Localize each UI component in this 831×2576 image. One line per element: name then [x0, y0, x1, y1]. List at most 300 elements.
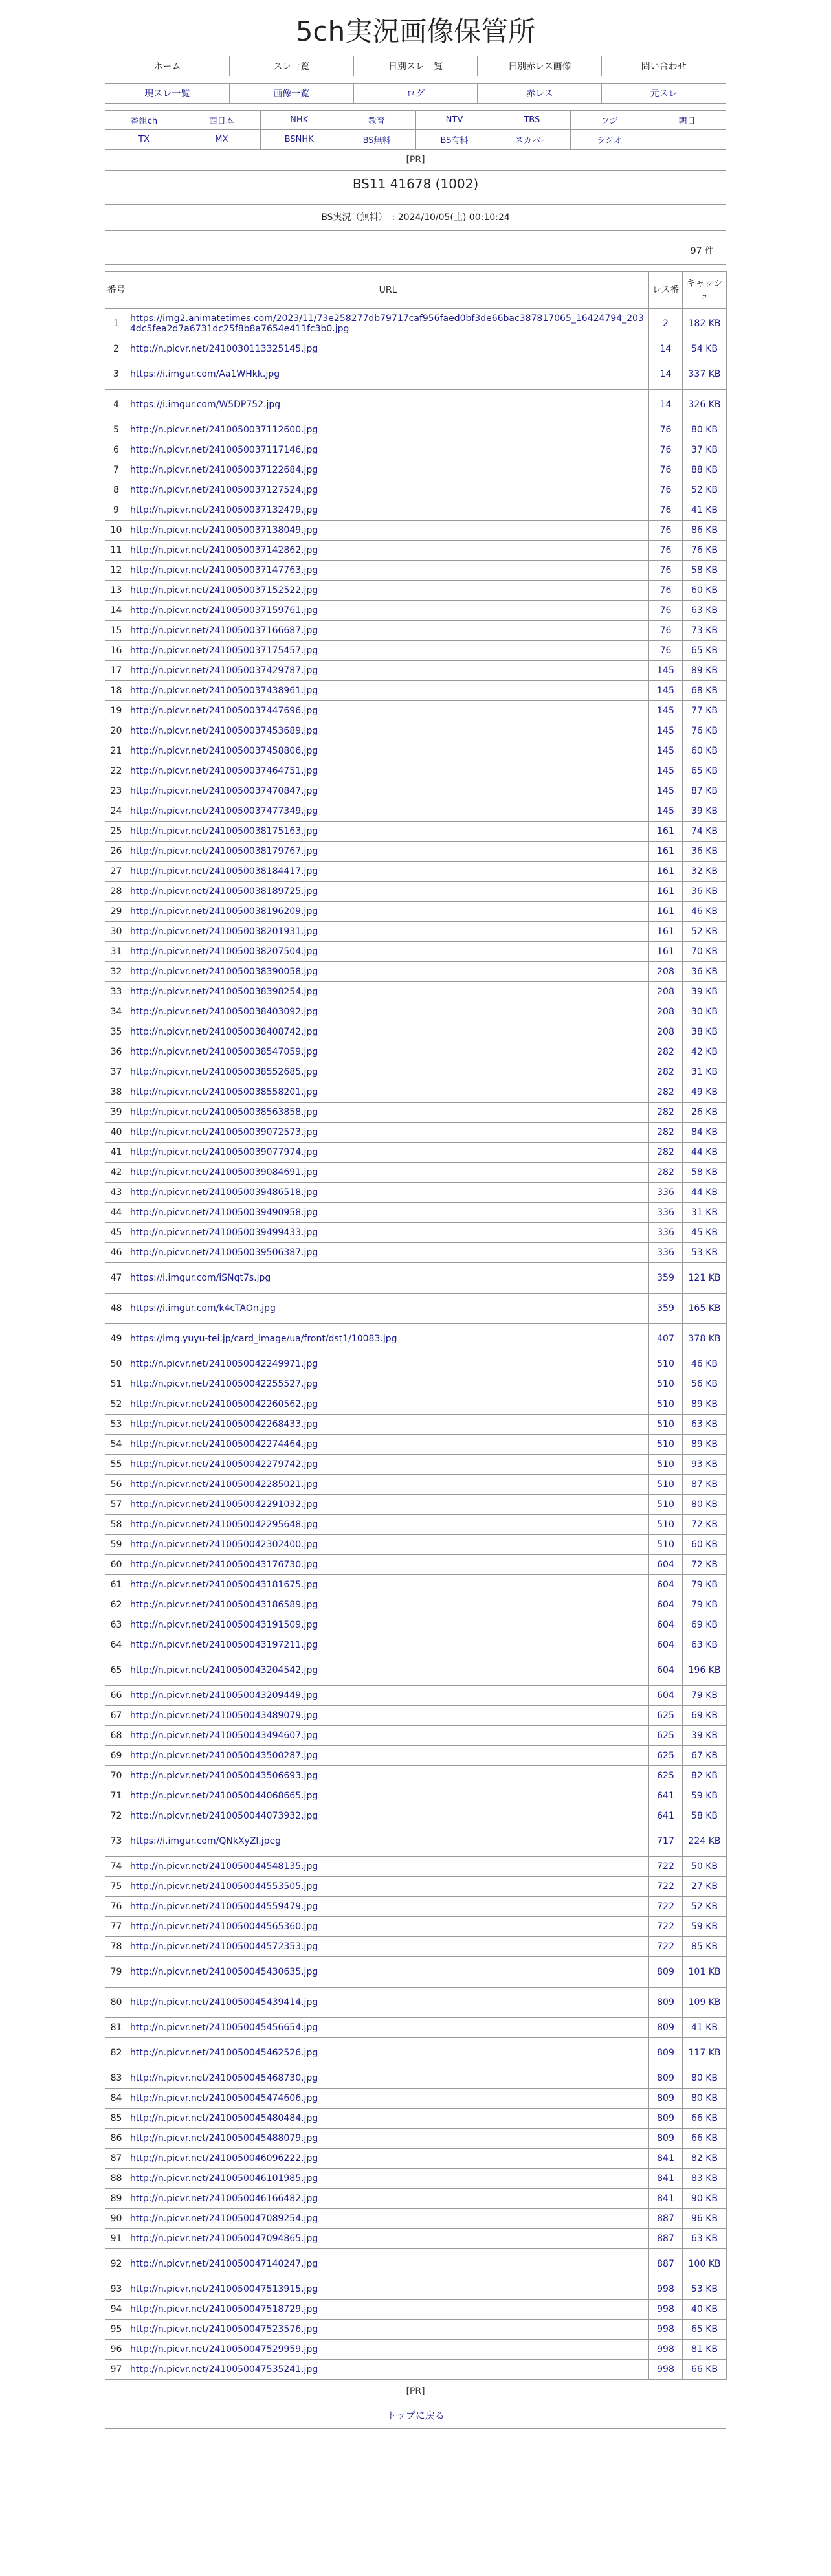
- image-url-link[interactable]: http://n.picvr.net/2410050037458806.jpg: [130, 746, 318, 756]
- image-url-link[interactable]: http://n.picvr.net/2410050043506693.jpg: [130, 1771, 318, 1781]
- res-number-link[interactable]: 76: [649, 601, 683, 621]
- res-number-link[interactable]: 336: [649, 1223, 683, 1243]
- cache-size-link[interactable]: 66 KB: [683, 2129, 727, 2149]
- cache-size-link[interactable]: 101 KB: [683, 1957, 727, 1988]
- res-number-link[interactable]: 76: [649, 440, 683, 460]
- res-number-link[interactable]: 359: [649, 1294, 683, 1324]
- cache-size-link[interactable]: 79 KB: [683, 1595, 727, 1615]
- cache-size-link[interactable]: 30 KB: [683, 1002, 727, 1022]
- cache-size-link[interactable]: 77 KB: [683, 701, 727, 721]
- image-url-link[interactable]: http://n.picvr.net/2410050039490958.jpg: [130, 1207, 318, 1218]
- image-url-link[interactable]: http://n.picvr.net/2410050045456654.jpg: [130, 2022, 318, 2033]
- cache-size-link[interactable]: 378 KB: [683, 1324, 727, 1354]
- cache-size-link[interactable]: 58 KB: [683, 1806, 727, 1826]
- res-number-link[interactable]: 510: [649, 1455, 683, 1475]
- nav-log[interactable]: ログ: [353, 84, 478, 104]
- cache-size-link[interactable]: 82 KB: [683, 2149, 727, 2169]
- back-to-top-link[interactable]: トップに戻る: [105, 2402, 726, 2429]
- res-number-link[interactable]: 998: [649, 2360, 683, 2380]
- cache-size-link[interactable]: 31 KB: [683, 1203, 727, 1223]
- cache-size-link[interactable]: 65 KB: [683, 761, 727, 781]
- image-url-link[interactable]: http://n.picvr.net/2410050046096222.jpg: [130, 2153, 318, 2164]
- res-number-link[interactable]: 809: [649, 1988, 683, 2018]
- nav-red-res[interactable]: 赤レス: [478, 84, 602, 104]
- image-url-link[interactable]: http://n.picvr.net/2410050043204542.jpg: [130, 1665, 318, 1675]
- cache-size-link[interactable]: 76 KB: [683, 541, 727, 561]
- image-url-link[interactable]: http://n.picvr.net/2410050038403092.jpg: [130, 1007, 318, 1017]
- cache-size-link[interactable]: 93 KB: [683, 1455, 727, 1475]
- res-number-link[interactable]: 841: [649, 2169, 683, 2189]
- res-number-link[interactable]: 76: [649, 641, 683, 661]
- cache-size-link[interactable]: 72 KB: [683, 1555, 727, 1575]
- res-number-link[interactable]: 625: [649, 1726, 683, 1746]
- res-number-link[interactable]: 722: [649, 1937, 683, 1957]
- image-url-link[interactable]: http://n.picvr.net/2410050037122684.jpg: [130, 465, 318, 475]
- res-number-link[interactable]: 510: [649, 1475, 683, 1495]
- res-number-link[interactable]: 407: [649, 1324, 683, 1354]
- image-url-link[interactable]: http://n.picvr.net/2410050037132479.jpg: [130, 505, 318, 515]
- image-url-link[interactable]: https://img2.animatetimes.com/2023/11/73e258277db79717caf956faed0bf3de66bac387817065_16424794_2034dc5fea2d7a6731dc25f8b8a7654e411fc3b0.jpg: [130, 313, 644, 334]
- site-title[interactable]: 5ch実況画像保管所: [295, 16, 536, 47]
- image-url-link[interactable]: http://n.picvr.net/2410050044553505.jpg: [130, 1881, 318, 1892]
- channel-nishinihon[interactable]: 西日本: [183, 111, 260, 130]
- image-url-link[interactable]: http://n.picvr.net/2410050038184417.jpg: [130, 866, 318, 877]
- cache-size-link[interactable]: 87 KB: [683, 781, 727, 801]
- image-url-link[interactable]: http://n.picvr.net/2410050038179767.jpg: [130, 846, 318, 857]
- image-url-link[interactable]: http://n.picvr.net/2410050037138049.jpg: [130, 525, 318, 535]
- res-number-link[interactable]: 998: [649, 2279, 683, 2300]
- cache-size-link[interactable]: 45 KB: [683, 1223, 727, 1243]
- res-number-link[interactable]: 887: [649, 2229, 683, 2249]
- channel-kyoiku[interactable]: 教育: [338, 111, 416, 130]
- res-number-link[interactable]: 604: [649, 1635, 683, 1655]
- cache-size-link[interactable]: 117 KB: [683, 2038, 727, 2068]
- cache-size-link[interactable]: 66 KB: [683, 2109, 727, 2129]
- image-url-link[interactable]: http://n.picvr.net/2410050037127524.jpg: [130, 485, 318, 495]
- cache-size-link[interactable]: 165 KB: [683, 1294, 727, 1324]
- cache-size-link[interactable]: 69 KB: [683, 1615, 727, 1635]
- cache-size-link[interactable]: 337 KB: [683, 359, 727, 390]
- cache-size-link[interactable]: 66 KB: [683, 2360, 727, 2380]
- image-url-link[interactable]: https://i.imgur.com/W5DP752.jpg: [130, 399, 281, 410]
- image-url-link[interactable]: http://n.picvr.net/2410050042255527.jpg: [130, 1379, 318, 1389]
- image-url-link[interactable]: http://n.picvr.net/2410050042279742.jpg: [130, 1459, 318, 1470]
- cache-size-link[interactable]: 31 KB: [683, 1062, 727, 1082]
- res-number-link[interactable]: 359: [649, 1263, 683, 1294]
- res-number-link[interactable]: 998: [649, 2320, 683, 2340]
- cache-size-link[interactable]: 42 KB: [683, 1042, 727, 1062]
- res-number-link[interactable]: 2: [649, 309, 683, 339]
- cache-size-link[interactable]: 85 KB: [683, 1937, 727, 1957]
- channel-bs-paid[interactable]: BS有料: [416, 130, 493, 150]
- cache-size-link[interactable]: 79 KB: [683, 1686, 727, 1706]
- res-number-link[interactable]: 510: [649, 1535, 683, 1555]
- cache-size-link[interactable]: 60 KB: [683, 1535, 727, 1555]
- image-url-link[interactable]: http://n.picvr.net/2410050045439414.jpg: [130, 1997, 318, 2008]
- res-number-link[interactable]: 809: [649, 2018, 683, 2038]
- cache-size-link[interactable]: 80 KB: [683, 2068, 727, 2089]
- cache-size-link[interactable]: 53 KB: [683, 1243, 727, 1263]
- cache-size-link[interactable]: 88 KB: [683, 460, 727, 480]
- cache-size-link[interactable]: 72 KB: [683, 1515, 727, 1535]
- res-number-link[interactable]: 510: [649, 1495, 683, 1515]
- cache-size-link[interactable]: 100 KB: [683, 2249, 727, 2279]
- channel-tbs[interactable]: TBS: [493, 111, 571, 130]
- res-number-link[interactable]: 510: [649, 1374, 683, 1394]
- res-number-link[interactable]: 76: [649, 621, 683, 641]
- channel-ntv[interactable]: NTV: [416, 111, 493, 130]
- cache-size-link[interactable]: 224 KB: [683, 1826, 727, 1857]
- cache-size-link[interactable]: 73 KB: [683, 621, 727, 641]
- res-number-link[interactable]: 282: [649, 1042, 683, 1062]
- channel-bsnhk[interactable]: BSNHK: [260, 130, 338, 150]
- res-number-link[interactable]: 161: [649, 842, 683, 862]
- image-url-link[interactable]: http://n.picvr.net/2410050042249971.jpg: [130, 1359, 318, 1369]
- res-number-link[interactable]: 841: [649, 2149, 683, 2169]
- res-number-link[interactable]: 722: [649, 1877, 683, 1897]
- cache-size-link[interactable]: 32 KB: [683, 862, 727, 882]
- image-url-link[interactable]: http://n.picvr.net/2410050043186589.jpg: [130, 1600, 318, 1610]
- cache-size-link[interactable]: 74 KB: [683, 822, 727, 842]
- cache-size-link[interactable]: 58 KB: [683, 561, 727, 581]
- res-number-link[interactable]: 887: [649, 2209, 683, 2229]
- nav-current-threads[interactable]: 現スレ一覧: [105, 84, 230, 104]
- res-number-link[interactable]: 604: [649, 1555, 683, 1575]
- cache-size-link[interactable]: 89 KB: [683, 1394, 727, 1415]
- image-url-link[interactable]: http://n.picvr.net/2410050044559479.jpg: [130, 1901, 318, 1912]
- cache-size-link[interactable]: 26 KB: [683, 1103, 727, 1123]
- image-url-link[interactable]: http://n.picvr.net/2410050037453689.jpg: [130, 726, 318, 736]
- res-number-link[interactable]: 76: [649, 541, 683, 561]
- channel-fuji[interactable]: フジ: [571, 111, 648, 130]
- res-number-link[interactable]: 14: [649, 359, 683, 390]
- image-url-link[interactable]: http://n.picvr.net/2410050045488079.jpg: [130, 2133, 318, 2144]
- image-url-link[interactable]: http://n.picvr.net/2410050045430635.jpg: [130, 1967, 318, 1977]
- res-number-link[interactable]: 641: [649, 1806, 683, 1826]
- res-number-link[interactable]: 625: [649, 1766, 683, 1786]
- image-url-link[interactable]: http://n.picvr.net/2410050043191509.jpg: [130, 1620, 318, 1630]
- res-number-link[interactable]: 510: [649, 1435, 683, 1455]
- res-number-link[interactable]: 76: [649, 500, 683, 521]
- image-url-link[interactable]: http://n.picvr.net/2410050043494607.jpg: [130, 1730, 318, 1741]
- cache-size-link[interactable]: 44 KB: [683, 1143, 727, 1163]
- image-url-link[interactable]: http://n.picvr.net/2410050044073932.jpg: [130, 1811, 318, 1821]
- image-url-link[interactable]: https://img.yuyu-tei.jp/card_image/ua/front/dst1/10083.jpg: [130, 1334, 397, 1344]
- nav-home[interactable]: ホーム: [105, 56, 230, 76]
- res-number-link[interactable]: 510: [649, 1394, 683, 1415]
- image-url-link[interactable]: http://n.picvr.net/2410050042291032.jpg: [130, 1499, 318, 1510]
- cache-size-link[interactable]: 63 KB: [683, 1635, 727, 1655]
- cache-size-link[interactable]: 96 KB: [683, 2209, 727, 2229]
- res-number-link[interactable]: 604: [649, 1686, 683, 1706]
- image-url-link[interactable]: http://n.picvr.net/2410050047523576.jpg: [130, 2324, 318, 2335]
- res-number-link[interactable]: 76: [649, 460, 683, 480]
- cache-size-link[interactable]: 76 KB: [683, 721, 727, 741]
- res-number-link[interactable]: 145: [649, 721, 683, 741]
- res-number-link[interactable]: 76: [649, 521, 683, 541]
- image-url-link[interactable]: http://n.picvr.net/2410050045474606.jpg: [130, 2093, 318, 2103]
- image-url-link[interactable]: http://n.picvr.net/2410050038196209.jpg: [130, 906, 318, 917]
- res-number-link[interactable]: 809: [649, 2109, 683, 2129]
- res-number-link[interactable]: 208: [649, 982, 683, 1002]
- res-number-link[interactable]: 998: [649, 2340, 683, 2360]
- image-url-link[interactable]: http://n.picvr.net/2410050047535241.jpg: [130, 2364, 318, 2375]
- res-number-link[interactable]: 604: [649, 1595, 683, 1615]
- channel-skyperfect[interactable]: スカパー: [493, 130, 571, 150]
- image-url-link[interactable]: http://n.picvr.net/2410050045480484.jpg: [130, 2113, 318, 2123]
- cache-size-link[interactable]: 63 KB: [683, 601, 727, 621]
- image-url-link[interactable]: http://n.picvr.net/2410050038408742.jpg: [130, 1027, 318, 1037]
- res-number-link[interactable]: 887: [649, 2249, 683, 2279]
- cache-size-link[interactable]: 67 KB: [683, 1746, 727, 1766]
- image-url-link[interactable]: http://n.picvr.net/2410050044572353.jpg: [130, 1942, 318, 1952]
- image-url-link[interactable]: http://n.picvr.net/2410050037166687.jpg: [130, 625, 318, 636]
- image-url-link[interactable]: http://n.picvr.net/2410030113325145.jpg: [130, 344, 318, 354]
- image-url-link[interactable]: http://n.picvr.net/2410050038201931.jpg: [130, 926, 318, 937]
- cache-size-link[interactable]: 58 KB: [683, 1163, 727, 1183]
- image-url-link[interactable]: https://i.imgur.com/Aa1WHkk.jpg: [130, 369, 280, 379]
- cache-size-link[interactable]: 83 KB: [683, 2169, 727, 2189]
- cache-size-link[interactable]: 52 KB: [683, 1897, 727, 1917]
- res-number-link[interactable]: 336: [649, 1243, 683, 1263]
- cache-size-link[interactable]: 89 KB: [683, 1435, 727, 1455]
- res-number-link[interactable]: 14: [649, 390, 683, 420]
- image-url-link[interactable]: http://n.picvr.net/2410050046166482.jpg: [130, 2193, 318, 2204]
- res-number-link[interactable]: 809: [649, 2089, 683, 2109]
- res-number-link[interactable]: 76: [649, 420, 683, 440]
- cache-size-link[interactable]: 54 KB: [683, 339, 727, 359]
- image-url-link[interactable]: http://n.picvr.net/2410050037470847.jpg: [130, 786, 318, 796]
- res-number-link[interactable]: 809: [649, 2129, 683, 2149]
- channel-tx[interactable]: TX: [105, 130, 183, 150]
- channel-bs-free[interactable]: BS無料: [338, 130, 416, 150]
- image-url-link[interactable]: http://n.picvr.net/2410050039486518.jpg: [130, 1187, 318, 1198]
- res-number-link[interactable]: 145: [649, 681, 683, 701]
- cache-size-link[interactable]: 63 KB: [683, 2229, 727, 2249]
- res-number-link[interactable]: 282: [649, 1062, 683, 1082]
- image-url-link[interactable]: http://n.picvr.net/2410050037117146.jpg: [130, 445, 318, 455]
- res-number-link[interactable]: 809: [649, 1957, 683, 1988]
- res-number-link[interactable]: 717: [649, 1826, 683, 1857]
- image-url-link[interactable]: http://n.picvr.net/2410050037429787.jpg: [130, 666, 318, 676]
- res-number-link[interactable]: 76: [649, 561, 683, 581]
- nav-thread-list[interactable]: スレ一覧: [229, 56, 353, 76]
- image-url-link[interactable]: http://n.picvr.net/2410050045462526.jpg: [130, 2048, 318, 2058]
- res-number-link[interactable]: 282: [649, 1082, 683, 1103]
- cache-size-link[interactable]: 39 KB: [683, 1726, 727, 1746]
- res-number-link[interactable]: 510: [649, 1354, 683, 1374]
- image-url-link[interactable]: http://n.picvr.net/2410050037159761.jpg: [130, 605, 318, 616]
- res-number-link[interactable]: 145: [649, 661, 683, 681]
- res-number-link[interactable]: 722: [649, 1917, 683, 1937]
- cache-size-link[interactable]: 52 KB: [683, 480, 727, 500]
- cache-size-link[interactable]: 80 KB: [683, 1495, 727, 1515]
- cache-size-link[interactable]: 326 KB: [683, 390, 727, 420]
- res-number-link[interactable]: 14: [649, 339, 683, 359]
- image-url-link[interactable]: http://n.picvr.net/2410050043489079.jpg: [130, 1710, 318, 1721]
- cache-size-link[interactable]: 59 KB: [683, 1917, 727, 1937]
- image-url-link[interactable]: http://n.picvr.net/2410050038189725.jpg: [130, 886, 318, 897]
- image-url-link[interactable]: http://n.picvr.net/2410050043181675.jpg: [130, 1580, 318, 1590]
- cache-size-link[interactable]: 59 KB: [683, 1786, 727, 1806]
- cache-size-link[interactable]: 109 KB: [683, 1988, 727, 2018]
- res-number-link[interactable]: 208: [649, 1002, 683, 1022]
- channel-radio[interactable]: ラジオ: [571, 130, 648, 150]
- cache-size-link[interactable]: 84 KB: [683, 1123, 727, 1143]
- cache-size-link[interactable]: 69 KB: [683, 1706, 727, 1726]
- image-url-link[interactable]: http://n.picvr.net/2410050043197211.jpg: [130, 1640, 318, 1650]
- cache-size-link[interactable]: 121 KB: [683, 1263, 727, 1294]
- res-number-link[interactable]: 145: [649, 741, 683, 761]
- image-url-link[interactable]: http://n.picvr.net/2410050047518729.jpg: [130, 2304, 318, 2314]
- channel-nhk[interactable]: NHK: [260, 111, 338, 130]
- cache-size-link[interactable]: 52 KB: [683, 922, 727, 942]
- res-number-link[interactable]: 809: [649, 2068, 683, 2089]
- image-url-link[interactable]: http://n.picvr.net/2410050037152522.jpg: [130, 585, 318, 596]
- res-number-link[interactable]: 722: [649, 1857, 683, 1877]
- image-url-link[interactable]: http://n.picvr.net/2410050042302400.jpg: [130, 1540, 318, 1550]
- cache-size-link[interactable]: 90 KB: [683, 2189, 727, 2209]
- res-number-link[interactable]: 841: [649, 2189, 683, 2209]
- cache-size-link[interactable]: 65 KB: [683, 2320, 727, 2340]
- image-url-link[interactable]: http://n.picvr.net/2410050044565360.jpg: [130, 1921, 318, 1932]
- res-number-link[interactable]: 208: [649, 962, 683, 982]
- image-url-link[interactable]: http://n.picvr.net/2410050037147763.jpg: [130, 565, 318, 576]
- res-number-link[interactable]: 161: [649, 942, 683, 962]
- res-number-link[interactable]: 336: [649, 1203, 683, 1223]
- image-url-link[interactable]: http://n.picvr.net/2410050038390058.jpg: [130, 967, 318, 977]
- res-number-link[interactable]: 510: [649, 1515, 683, 1535]
- image-url-link[interactable]: http://n.picvr.net/2410050038207504.jpg: [130, 946, 318, 957]
- image-url-link[interactable]: http://n.picvr.net/2410050047140247.jpg: [130, 2259, 318, 2269]
- image-url-link[interactable]: http://n.picvr.net/2410050043209449.jpg: [130, 1690, 318, 1701]
- image-url-link[interactable]: http://n.picvr.net/2410050047529959.jpg: [130, 2344, 318, 2355]
- res-number-link[interactable]: 145: [649, 701, 683, 721]
- cache-size-link[interactable]: 46 KB: [683, 1354, 727, 1374]
- res-number-link[interactable]: 336: [649, 1183, 683, 1203]
- image-url-link[interactable]: http://n.picvr.net/2410050047513915.jpg: [130, 2284, 318, 2294]
- cache-size-link[interactable]: 56 KB: [683, 1374, 727, 1394]
- res-number-link[interactable]: 641: [649, 1786, 683, 1806]
- image-url-link[interactable]: http://n.picvr.net/2410050044548135.jpg: [130, 1861, 318, 1872]
- cache-size-link[interactable]: 70 KB: [683, 942, 727, 962]
- image-url-link[interactable]: http://n.picvr.net/2410050038547059.jpg: [130, 1047, 318, 1057]
- image-url-link[interactable]: http://n.picvr.net/2410050045468730.jpg: [130, 2073, 318, 2083]
- image-url-link[interactable]: http://n.picvr.net/2410050038398254.jpg: [130, 987, 318, 997]
- image-url-link[interactable]: http://n.picvr.net/2410050037464751.jpg: [130, 766, 318, 776]
- res-number-link[interactable]: 625: [649, 1746, 683, 1766]
- cache-size-link[interactable]: 68 KB: [683, 681, 727, 701]
- cache-size-link[interactable]: 89 KB: [683, 661, 727, 681]
- res-number-link[interactable]: 161: [649, 902, 683, 922]
- cache-size-link[interactable]: 36 KB: [683, 962, 727, 982]
- cache-size-link[interactable]: 79 KB: [683, 1575, 727, 1595]
- res-number-link[interactable]: 809: [649, 2038, 683, 2068]
- image-url-link[interactable]: http://n.picvr.net/2410050042295648.jpg: [130, 1519, 318, 1530]
- nav-daily-thread-list[interactable]: 日別スレ一覧: [353, 56, 478, 76]
- channel-mx[interactable]: MX: [183, 130, 260, 150]
- channel-bangumi[interactable]: 番組ch: [105, 111, 183, 130]
- image-url-link[interactable]: http://n.picvr.net/2410050039499433.jpg: [130, 1227, 318, 1238]
- cache-size-link[interactable]: 27 KB: [683, 1877, 727, 1897]
- image-url-link[interactable]: http://n.picvr.net/2410050037447696.jpg: [130, 706, 318, 716]
- res-number-link[interactable]: 161: [649, 882, 683, 902]
- cache-size-link[interactable]: 196 KB: [683, 1655, 727, 1686]
- image-url-link[interactable]: http://n.picvr.net/2410050037142862.jpg: [130, 545, 318, 555]
- cache-size-link[interactable]: 63 KB: [683, 1415, 727, 1435]
- cache-size-link[interactable]: 44 KB: [683, 1183, 727, 1203]
- cache-size-link[interactable]: 86 KB: [683, 521, 727, 541]
- image-url-link[interactable]: http://n.picvr.net/2410050037477349.jpg: [130, 806, 318, 816]
- res-number-link[interactable]: 604: [649, 1655, 683, 1686]
- res-number-link[interactable]: 145: [649, 761, 683, 781]
- cache-size-link[interactable]: 87 KB: [683, 1475, 727, 1495]
- image-url-link[interactable]: http://n.picvr.net/2410050039072573.jpg: [130, 1127, 318, 1137]
- res-number-link[interactable]: 282: [649, 1143, 683, 1163]
- nav-contact[interactable]: 問い合わせ: [602, 56, 726, 76]
- res-number-link[interactable]: 625: [649, 1706, 683, 1726]
- image-url-link[interactable]: http://n.picvr.net/2410050039077974.jpg: [130, 1147, 318, 1158]
- cache-size-link[interactable]: 40 KB: [683, 2300, 727, 2320]
- cache-size-link[interactable]: 41 KB: [683, 2018, 727, 2038]
- cache-size-link[interactable]: 60 KB: [683, 581, 727, 601]
- cache-size-link[interactable]: 46 KB: [683, 902, 727, 922]
- image-url-link[interactable]: http://n.picvr.net/2410050046101985.jpg: [130, 2173, 318, 2184]
- image-url-link[interactable]: http://n.picvr.net/2410050042260562.jpg: [130, 1399, 318, 1409]
- image-url-link[interactable]: http://n.picvr.net/2410050039506387.jpg: [130, 1248, 318, 1258]
- image-url-link[interactable]: http://n.picvr.net/2410050042274464.jpg: [130, 1439, 318, 1450]
- res-number-link[interactable]: 282: [649, 1103, 683, 1123]
- res-number-link[interactable]: 604: [649, 1615, 683, 1635]
- cache-size-link[interactable]: 65 KB: [683, 641, 727, 661]
- image-url-link[interactable]: http://n.picvr.net/2410050037175457.jpg: [130, 645, 318, 656]
- image-url-link[interactable]: http://n.picvr.net/2410050047089254.jpg: [130, 2213, 318, 2224]
- res-number-link[interactable]: 145: [649, 781, 683, 801]
- res-number-link[interactable]: 510: [649, 1415, 683, 1435]
- image-url-link[interactable]: http://n.picvr.net/2410050047094865.jpg: [130, 2234, 318, 2244]
- res-number-link[interactable]: 161: [649, 922, 683, 942]
- res-number-link[interactable]: 722: [649, 1897, 683, 1917]
- cache-size-link[interactable]: 38 KB: [683, 1022, 727, 1042]
- res-number-link[interactable]: 145: [649, 801, 683, 822]
- image-url-link[interactable]: http://n.picvr.net/2410050043176730.jpg: [130, 1560, 318, 1570]
- image-url-link[interactable]: http://n.picvr.net/2410050038558201.jpg: [130, 1087, 318, 1097]
- image-url-link[interactable]: http://n.picvr.net/2410050044068665.jpg: [130, 1791, 318, 1801]
- image-url-link[interactable]: https://i.imgur.com/iSNqt7s.jpg: [130, 1273, 271, 1283]
- cache-size-link[interactable]: 50 KB: [683, 1857, 727, 1877]
- cache-size-link[interactable]: 182 KB: [683, 309, 727, 339]
- res-number-link[interactable]: 998: [649, 2300, 683, 2320]
- res-number-link[interactable]: 76: [649, 480, 683, 500]
- cache-size-link[interactable]: 81 KB: [683, 2340, 727, 2360]
- cache-size-link[interactable]: 39 KB: [683, 801, 727, 822]
- image-url-link[interactable]: http://n.picvr.net/2410050043500287.jpg: [130, 1751, 318, 1761]
- image-url-link[interactable]: http://n.picvr.net/2410050037112600.jpg: [130, 425, 318, 435]
- nav-original-thread[interactable]: 元スレ: [602, 84, 726, 104]
- cache-size-link[interactable]: 36 KB: [683, 882, 727, 902]
- res-number-link[interactable]: 282: [649, 1163, 683, 1183]
- nav-daily-red-images[interactable]: 日別赤レス画像: [478, 56, 602, 76]
- nav-image-list[interactable]: 画像一覧: [229, 84, 353, 104]
- res-number-link[interactable]: 76: [649, 581, 683, 601]
- image-url-link[interactable]: http://n.picvr.net/2410050042268433.jpg: [130, 1419, 318, 1429]
- image-url-link[interactable]: http://n.picvr.net/2410050042285021.jpg: [130, 1479, 318, 1490]
- image-url-link[interactable]: http://n.picvr.net/2410050038563858.jpg: [130, 1107, 318, 1117]
- cache-size-link[interactable]: 49 KB: [683, 1082, 727, 1103]
- cache-size-link[interactable]: 37 KB: [683, 440, 727, 460]
- cache-size-link[interactable]: 80 KB: [683, 420, 727, 440]
- cache-size-link[interactable]: 41 KB: [683, 500, 727, 521]
